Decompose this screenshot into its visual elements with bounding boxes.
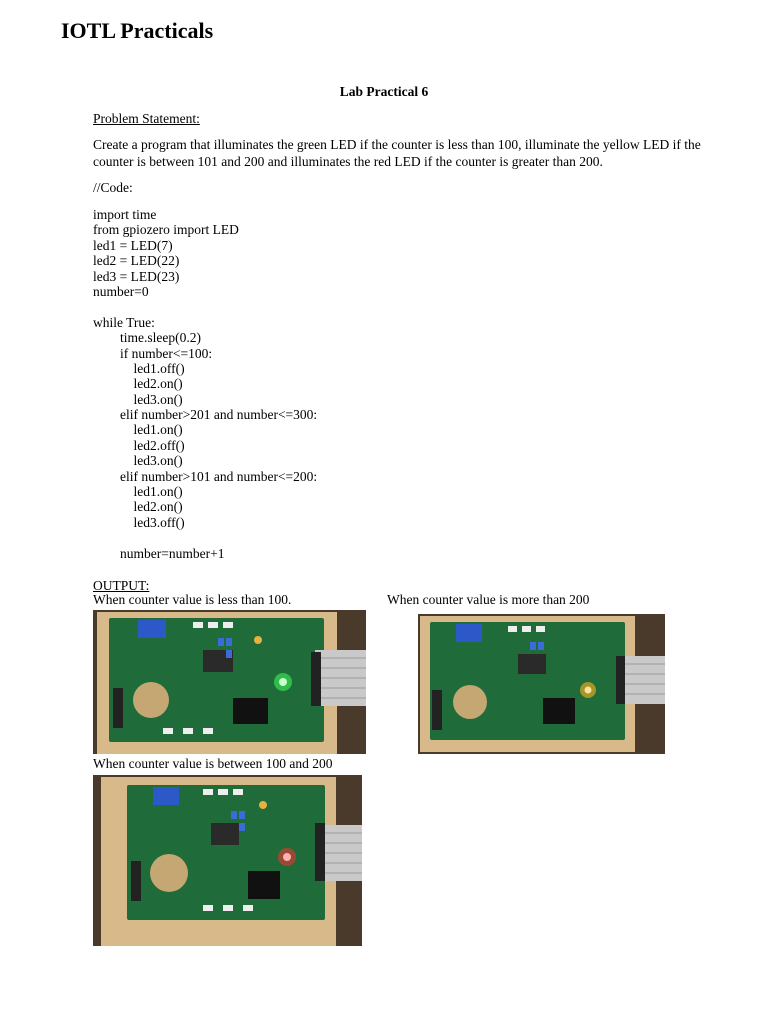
code-line: time.sleep(0.2) <box>93 330 201 346</box>
code-line <box>93 530 317 545</box>
board-photo-yellow-led <box>418 614 665 754</box>
caption-more-than-200: When counter value is more than 200 <box>387 592 590 607</box>
code-line <box>93 299 317 314</box>
lab-title: Lab Practical 6 <box>339 84 429 99</box>
code-line: led1.on() <box>93 422 183 438</box>
output-heading: OUTPUT: <box>93 578 150 593</box>
code-line: led2 = LED(22) <box>93 253 180 269</box>
code-line: led1.off() <box>93 360 185 376</box>
code-line: while True: <box>93 314 155 330</box>
code-line: elif number>101 and number<=200: <box>93 468 318 484</box>
code-line: led3.on() <box>93 453 183 469</box>
caption-less-than-100: When counter value is less than 100. <box>93 592 292 607</box>
problem-statement: Create a program that illuminates the green LED if the counter is less than 100, illuminate the yellow LED if the counter is between 101 and 200 and illuminates the red LED if the counter is greater than 200. <box>93 137 701 169</box>
code-line: number=0 <box>93 283 149 299</box>
code-line: led1.on() <box>93 484 183 500</box>
code-block <box>93 207 317 561</box>
code-line: led2.on() <box>93 376 183 392</box>
board-photo-green-led <box>93 610 366 754</box>
caption-between-100-200: When counter value is between 100 and 200 <box>93 756 333 771</box>
page-title: IOTL Practicals <box>61 18 214 43</box>
code-line: import time <box>93 207 157 222</box>
code-comment: //Code: <box>93 180 133 195</box>
code-line: from gpiozero import LED <box>93 222 239 238</box>
code-line: elif number>201 and number<=300: <box>93 407 318 423</box>
code-line: led3.on() <box>93 391 183 407</box>
code-line: led3 = LED(23) <box>93 268 180 284</box>
problem-heading: Problem Statement: <box>93 111 200 126</box>
code-line: led1 = LED(7) <box>93 237 173 253</box>
code-line: led2.on() <box>93 499 183 515</box>
code-line: if number<=100: <box>93 345 213 361</box>
code-line: number=number+1 <box>93 545 225 561</box>
board-photo-red-led <box>93 775 362 946</box>
code-line: led3.off() <box>93 514 185 530</box>
code-line: led2.off() <box>93 437 185 453</box>
